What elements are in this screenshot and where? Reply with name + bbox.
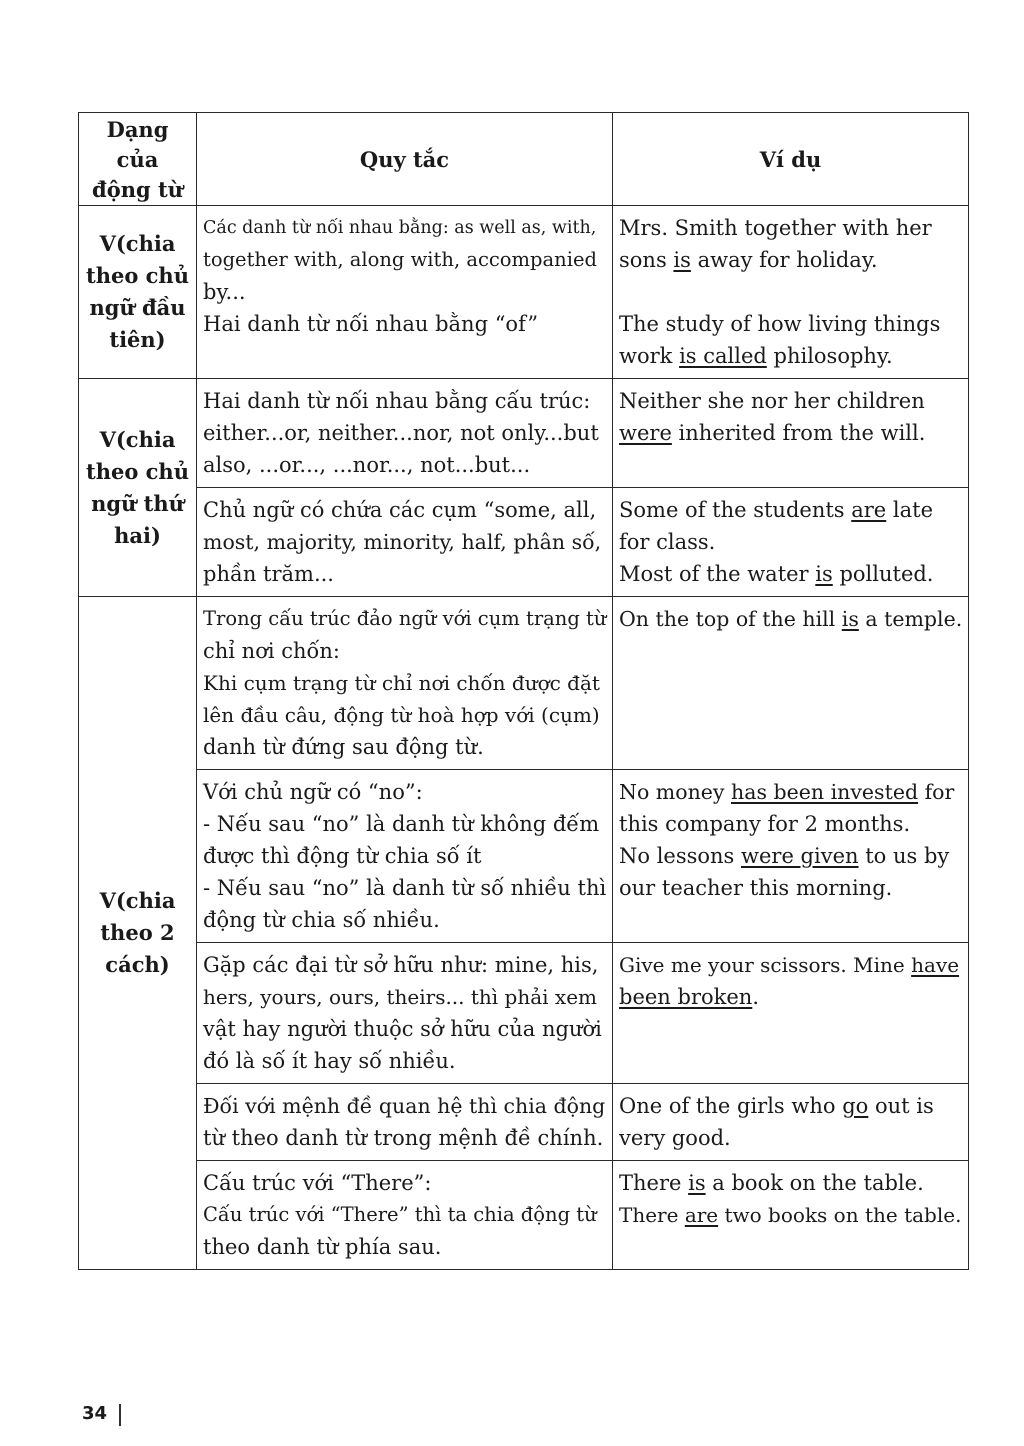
example-text: One of the girls who [619, 1094, 843, 1118]
underlined-verb: were [619, 421, 672, 445]
rule-line: Hai danh từ nối nhau bằng cấu trúc: [203, 389, 591, 413]
rule-cell [197, 770, 613, 943]
rule-line: được thì động từ chia số ít [203, 844, 482, 868]
rule-line: Gặp các đại từ sở hữu như: mine, his, [203, 953, 599, 977]
rule-line: Khi cụm trạng từ chỉ nơi chốn được đặt [203, 671, 600, 695]
example-line [619, 417, 962, 449]
underlined-verb: is [841, 607, 859, 631]
example-text: this company for 2 months. [619, 812, 911, 836]
example-cell [613, 488, 969, 597]
rule-line: từ theo danh từ trong mệnh đề chính. [203, 1126, 604, 1150]
rule-line: danh từ đứng sau động từ. [203, 735, 484, 759]
example-line [619, 308, 962, 340]
rule-line: Với chủ ngữ có “no”: [203, 780, 423, 804]
example-text: No lessons [619, 844, 742, 868]
rule-line: chỉ nơi chốn: [203, 639, 340, 663]
example-line [619, 1122, 962, 1154]
example-text: a book on the table. [705, 1171, 924, 1195]
table-row [79, 206, 969, 379]
verb-form-line: theo 2 [100, 920, 175, 945]
example-line [619, 776, 962, 808]
header-verb-form-line: Dạng của [106, 117, 169, 172]
underlined-verb: have [911, 953, 960, 977]
example-text: very good. [619, 1126, 731, 1150]
table-row [79, 943, 969, 1084]
verb-form-line: ngữ đầu [89, 295, 186, 320]
page-number: 34 [82, 1403, 108, 1424]
table-row [79, 1084, 969, 1161]
header-rule: Quy tắc [197, 113, 613, 206]
rule-line: most, majority, minority, half, phân số, [203, 530, 602, 554]
example-text: work [619, 344, 680, 368]
header-example: Ví dụ [613, 113, 969, 206]
page-number-divider [119, 1404, 121, 1426]
example-text: On the top of the hill [619, 607, 842, 631]
underlined-verb: are [684, 1203, 719, 1227]
underlined-verb: is [688, 1171, 706, 1195]
verb-form-cell [79, 206, 197, 379]
rule-line: Hai danh từ nối nhau bằng “of” [203, 312, 539, 336]
rule-line: lên đầu câu, động từ hoà hợp với (cụm) [203, 703, 600, 727]
rule-line: - Nếu sau “no” là danh từ không đếm [203, 812, 600, 836]
example-text: for [918, 780, 955, 804]
example-text: sons [619, 248, 674, 272]
rule-line: Cấu trúc với “There” thì ta chia động từ [203, 1203, 597, 1226]
example-line [619, 1167, 962, 1199]
example-text: out is [868, 1094, 934, 1118]
example-line [619, 212, 962, 244]
rule-line: - Nếu sau “no” là danh từ số nhiều thì [203, 876, 607, 900]
example-line [619, 949, 962, 981]
underlined-verb: is called [679, 344, 767, 368]
rule-line: together with, along with, accompanied [203, 248, 597, 271]
table-row [79, 379, 969, 488]
rule-line: theo danh từ phía sau. [203, 1235, 442, 1259]
example-cell [613, 943, 969, 1084]
rule-line: phần trăm... [203, 562, 334, 586]
example-text: There [619, 1203, 685, 1227]
example-text: The study of how living things [619, 312, 941, 336]
example-text: for class. [619, 530, 716, 554]
example-line [619, 808, 962, 840]
underlined-verb: are [851, 498, 887, 522]
example-text: No money [619, 780, 732, 804]
rule-line: Các danh từ nối nhau bằng: as well as, with, [203, 218, 597, 238]
example-cell [613, 770, 969, 943]
example-line [619, 1090, 962, 1122]
example-cell [613, 597, 969, 770]
underlined-verb: is [673, 248, 691, 272]
rule-line: by... [203, 280, 246, 304]
example-text: philosophy. [766, 344, 893, 368]
rule-cell [197, 1084, 613, 1161]
verb-form-line: V(chia [99, 888, 176, 913]
table-row [79, 1161, 969, 1270]
verb-form-line: hai) [114, 522, 161, 548]
rule-line: Chủ ngữ có chứa các cụm “some, all, [203, 498, 597, 522]
example-text: late [886, 498, 934, 522]
example-text: Mrs. Smith together with her [619, 216, 932, 240]
rule-cell [197, 488, 613, 597]
verb-form-line: V(chia [99, 231, 176, 256]
rule-line: hers, yours, ours, theirs... thì phải xem [203, 985, 597, 1009]
rule-cell [197, 943, 613, 1084]
rule-line: Đối với mệnh đề quan hệ thì chia động [203, 1094, 606, 1118]
example-text: a temple. [858, 607, 963, 631]
rule-cell [197, 206, 613, 379]
underlined-verb: go [842, 1094, 869, 1118]
underlined-verb: has been invested [731, 780, 919, 804]
verb-form-cell [79, 379, 197, 597]
table-body [79, 206, 969, 1270]
rule-line: Trong cấu trúc đảo ngữ với cụm trạng từ [203, 607, 607, 630]
example-line [619, 494, 962, 526]
example-cell [613, 379, 969, 488]
example-text: Give me your scissors. Mine [619, 953, 912, 977]
table-row [79, 770, 969, 943]
rule-line: vật hay người thuộc sở hữu của người [203, 1017, 602, 1041]
example-line [619, 981, 962, 1013]
header-verb-form [79, 113, 197, 206]
grammar-rules-table [78, 112, 969, 1270]
example-text: Most of the water [619, 562, 816, 586]
example-cell [613, 1161, 969, 1270]
example-line [619, 526, 962, 558]
example-text: away for holiday. [690, 248, 878, 272]
example-line [619, 385, 962, 417]
verb-form-line: theo chủ [86, 263, 189, 288]
example-text: Neither she nor her children [619, 389, 925, 413]
rule-line: Cấu trúc với “There”: [203, 1171, 432, 1195]
example-text: Some of the students [619, 498, 852, 522]
underlined-verb: been broken [619, 985, 753, 1009]
example-cell [613, 1084, 969, 1161]
example-line [619, 872, 962, 904]
example-text: . [752, 985, 759, 1009]
verb-form-line: tiên) [109, 327, 166, 352]
underlined-verb: is [815, 562, 833, 586]
rule-cell [197, 379, 613, 488]
underlined-verb: were given [741, 844, 859, 868]
example-text: inherited from the will. [671, 421, 926, 445]
example-line [619, 340, 962, 372]
rule-line: đó là số ít hay số nhiều. [203, 1049, 456, 1073]
example-cell [613, 206, 969, 379]
verb-form-line: V(chia [99, 426, 176, 452]
table-row [79, 488, 969, 597]
rule-cell [197, 597, 613, 770]
header-row [79, 113, 969, 206]
example-text: There [619, 1171, 689, 1195]
example-line [619, 244, 962, 276]
rule-line: also, ...or..., ...nor..., not...but... [203, 453, 531, 477]
table-row [79, 597, 969, 770]
rule-cell [197, 1161, 613, 1270]
example-text: two books on the table. [718, 1203, 962, 1227]
example-text: polluted. [832, 562, 934, 586]
verb-form-line: cách) [105, 952, 170, 977]
example-line [619, 558, 962, 590]
rule-line: either...or, neither...nor, not only...but [203, 421, 599, 445]
rule-line: động từ chia số nhiều. [203, 908, 440, 932]
verb-form-line: theo chủ [86, 458, 189, 484]
example-line [619, 603, 962, 635]
verb-form-line: ngữ thứ [91, 490, 184, 516]
example-text: to us by [858, 844, 950, 868]
example-line [619, 840, 962, 872]
example-line [619, 1199, 962, 1231]
example-text: our teacher this morning. [619, 876, 893, 900]
verb-form-cell [79, 597, 197, 1270]
header-verb-form-line: động từ [92, 177, 183, 202]
